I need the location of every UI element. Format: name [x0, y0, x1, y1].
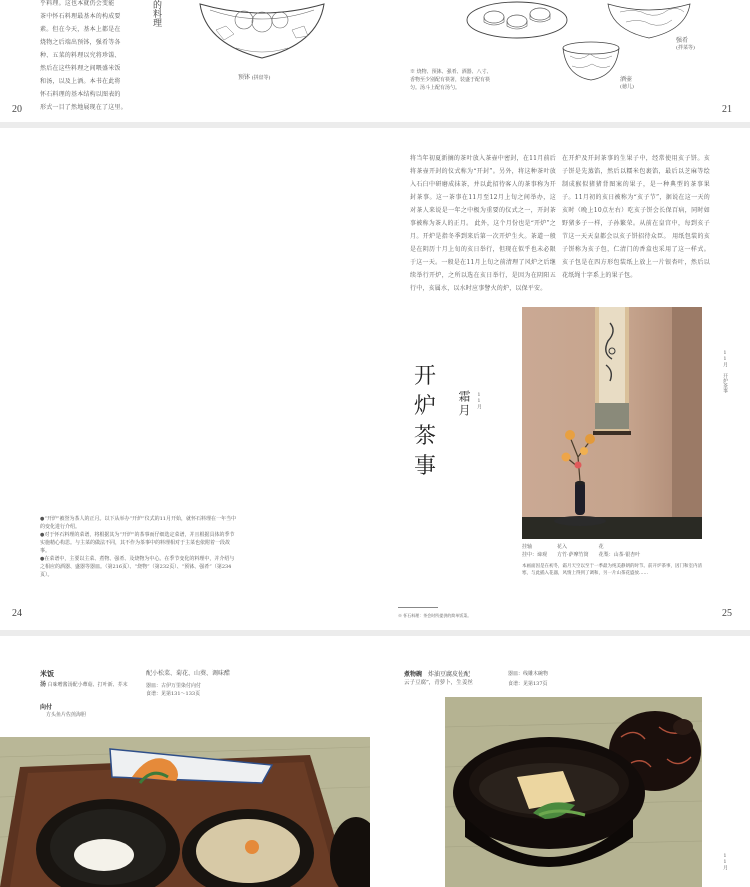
soup-bowl-line2: 云子豆腐”，青萝卜，生姜丝	[404, 680, 473, 686]
body-column-2: 在开炉及开封茶事的生果子中，经常使用亥子饼。亥子饼是先蒸馅，然后以糯米包裹馅，最后以芝麻等绘制成猴似猪猪背图案的果子，是一种典型的茶事果子。11月初的亥日被称为“亥子节”，据说在这一天的亥时（晚上10点左右）吃亥子饼会长保百病，同时如野猪多子一样，子孙繁荣。从前在皇宫中，每到亥子节这一天天皇都会以亥子饼招待众臣。 用纸包装的亥子饼称为亥子包，仁清门的香盒也采用了这一样式。亥子包是在四方形包装纸上放上一片银杏叶，然后以花纸绳十字系上的果子包。	[562, 155, 710, 279]
footnote-rule	[398, 607, 438, 608]
month-small-label: 11月	[476, 392, 482, 409]
page-number: 20	[12, 104, 22, 115]
sake-caption: 酒壶 (徳儿)	[620, 76, 634, 90]
notes-block: ●“开炉”被誉为茶人的正月。以下从举办“开炉”仪式的11月开始，就怀石料理在一年当中的变化进行介绍。 ●对于怀石料理的菜谱，将根据其为“开炉”的茶事而仔细选定菜谱，并且根据具体的季节实施精心构思。与主菜的做法不同，其不作为茶事中的料理相对于主菜也依附着一段故事。 ●在菜谱中，主要以主菜、煮物、强肴、及烧物为中心。在季节变化的料理中，并介绍与之相应的酒器、盛器等器皿。（第216页）、“烧物”（第232页）、“预钵、强肴”（第234页）。	[40, 516, 236, 578]
month-label: 霜月	[457, 390, 471, 418]
photo-caption: 挂轴 挂中：谛观 花入 方竹·萨摩竹筒 花 花梨：山茶·银杏叶 本画面因是在初冬，霜月天空以至于一季最为纯美静朗的时节。前开炉茶事，因门和室内清寒，与此插入花器，风情上得到了调和，另一片山茶花盛放……	[522, 544, 702, 576]
tray-photo	[0, 737, 370, 887]
intro-text-block: 乎料理。这也本就仍会变能 茶中怀石料理最基本的构成要 素。但在今天，基本上都是在 烧物之后端出预钵，强肴等各 种、五菜的料理以究将珍馐、 然后在这些料理之间喂盛米饭 和汤，以及上酒。本书在此将 怀石料理的基本结构以图表的 形式一目了然地展现在了这里。	[40, 0, 127, 111]
page-number: 25	[722, 608, 732, 619]
soup-bowl-heading: 煮物碗 炸油豆腐皮佐配	[404, 671, 470, 678]
lacquer-bowl-photo	[445, 697, 702, 887]
side-month-label: 11月 开炉茶事	[722, 350, 728, 393]
page-separator	[0, 122, 750, 128]
chapter-title: 开 炉 茶 事	[413, 364, 436, 479]
bowl-caption: 预钵 (拼盘等)	[238, 74, 271, 81]
tearoom-photo	[522, 307, 702, 539]
dish-note-1: 器皿：古伊万里染付向付	[146, 683, 202, 689]
menu-heading: 米饭	[40, 669, 54, 678]
side-month-label-bottom: 11月	[722, 853, 728, 870]
dish-heading: 向付	[40, 704, 53, 711]
cups-tray-illustration	[464, 0, 570, 40]
section-vertical-label: 的料理	[151, 0, 161, 27]
strong-dish-caption: 强肴 (拌菜等)	[676, 37, 695, 51]
soup-line: 汤 白味噌酱汤配小蕈菇、打叶新、芥末	[40, 681, 128, 688]
soup-bowl-note-1: 器皿：线雕木碗物	[508, 671, 549, 677]
page-number: 21	[722, 104, 732, 115]
strong-dish-illustration	[606, 0, 692, 40]
dish-title: 配小松菜、菊花、山葵、调味醋	[146, 670, 231, 677]
dish-note-2: 食谱：见第131～133页	[146, 691, 201, 697]
footnote: ※ 怀石料理：茶会时所提供的简单饭菜。	[398, 613, 472, 618]
sake-cup-illustration	[560, 40, 622, 84]
soup-bowl-note-2: 食谱：见第137页	[508, 681, 548, 687]
page-separator	[0, 630, 750, 636]
dish-text: 方头鱼片佐煎海胆	[46, 712, 87, 718]
body-column-1: 将当年初夏新摘的茶叶放入茶壶中密封，在11月前后将茶壶开封的仪式称为“开封”。另外，将这种茶叶放入石臼中研磨成抹茶，并以此招待客人的茶事称为开封茶事。这一茶事在11月至12月上旬之间举办，这对茶人来说是一年之中极为重要的仪式之一，开封茶事被称为茶人的正月。 此外，这个月份也是“开炉”之月。开炉是指冬季到来后第一次开炉生火。茶道一般是在阴历十月上旬的亥日举行，但现在似乎也未必限于这一天。一般是在11月上旬之前清理了风炉之后继续举行开炉，之所以选在亥日举行，是因为在阴阳五行中，亥属水，以水时应事譬火的炉，以保平安。	[410, 155, 556, 292]
bowl-illustration	[196, 0, 328, 62]
tableware-note: ※ 烧物、预钵、强肴、酒器、八寸、 香物至少别配有筷箸，装盛于配有筷 匀。汤斗上配有汤勺。	[410, 69, 492, 91]
page-number: 24	[12, 608, 22, 619]
